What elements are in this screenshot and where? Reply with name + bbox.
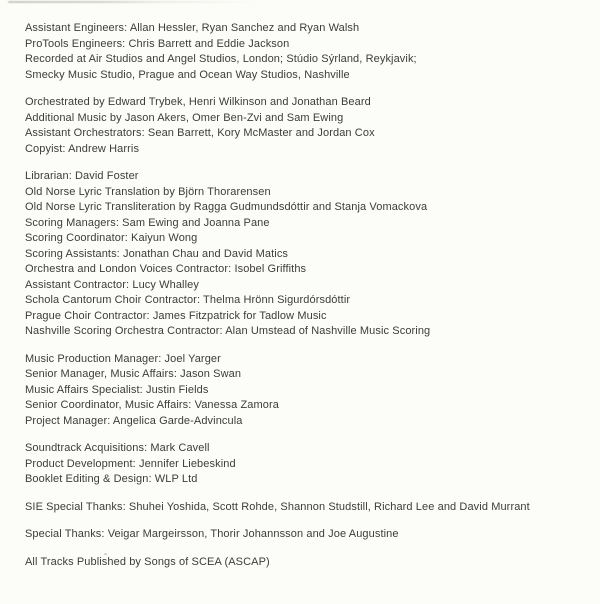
credits-paragraph-scoring-contractors — [25, 169, 588, 340]
credits-paragraph-orchestration — [25, 95, 588, 157]
credit-line-product-development: Product Development: Jennifer Liebeskind — [25, 457, 236, 470]
credits-paragraph-recording-engineering — [25, 21, 588, 83]
credit-line-recorded-at: Recorded at Air Studios and Angel Studios, London; Stúdio Sýrland, Reykjavik; — [25, 53, 417, 65]
credits-paragraph-sie-special-thanks — [25, 500, 588, 516]
credit-line-scoring-managers: Scoring Managers: Sam Ewing and Joanna Pane — [25, 216, 270, 229]
credit-line-norse-translation: Old Norse Lyric Translation by Björn Thorarensen — [25, 185, 271, 198]
credit-line-sie-special-thanks: SIE Special Thanks: Shuhei Yoshida, Scott Rohde, Shannon Studstill, Richard Lee and David Murrant — [25, 500, 530, 513]
credit-line-assistant-contractor: Assistant Contractor: Lucy Whalley — [25, 278, 199, 291]
credit-line-norse-transliteration: Old Norse Lyric Transliteration by Ragga Gudmundsdóttir and Stanja Vomackova — [25, 201, 428, 213]
credit-line-music-production-manager: Music Production Manager: Joel Yarger — [25, 352, 221, 365]
credits-paragraph-product — [25, 441, 588, 488]
credit-line-additional-music: Additional Music by Jason Akers, Omer Ben-Zvi and Sam Ewing — [25, 111, 344, 124]
credit-line-publishing: All Tracks Published by Songs of SCEA (ASCAP) — [25, 555, 270, 568]
credit-line-project-manager: Project Manager: Angelica Garde-Advincula — [25, 414, 243, 427]
credit-line-assistant-engineers: Assistant Engineers: Allan Hessler, Ryan Sanchez and Ryan Walsh — [25, 22, 360, 34]
credits-paragraph-special-thanks — [25, 527, 588, 543]
credits-paragraph-publishing — [25, 555, 588, 571]
credit-line-london-voices-contractor: Orchestra and London Voices Contractor: Isobel Griffiths — [25, 263, 307, 275]
credit-line-booklet-editing: Booklet Editing & Design: WLP Ltd — [25, 473, 198, 485]
credit-line-nashville-contractor: Nashville Scoring Orchestra Contractor: Alan Umstead of Nashville Music Scoring — [25, 325, 431, 337]
credit-line-protools-engineers: ProTools Engineers: Chris Barrett and Eddie Jackson — [25, 37, 290, 50]
credit-line-librarian: Librarian: David Foster — [25, 170, 139, 182]
credit-line-scoring-assistants: Scoring Assistants: Jonathan Chau and David Matics — [25, 247, 289, 260]
credit-line-copyist: Copyist: Andrew Harris — [25, 142, 140, 155]
credit-line-scoring-coordinator: Scoring Coordinator: Kaiyun Wong — [25, 232, 198, 244]
credit-line-special-thanks: Special Thanks: Veigar Margeirsson, Thorir Johannsson and Joe Augustine — [25, 528, 399, 540]
scan-artifact-line — [8, 1, 258, 3]
credit-line-schola-cantorum-contractor: Schola Cantorum Choir Contractor: Thelma Hrönn Sigurdórsdóttir — [25, 294, 351, 306]
credits-paragraph-music-affairs — [25, 352, 588, 430]
credit-line-prague-choir-contractor: Prague Choir Contractor: James Fitzpatrick for Tadlow Music — [25, 309, 327, 322]
credit-line-assistant-orchestrators: Assistant Orchestrators: Sean Barrett, Kory McMaster and Jordan Cox — [25, 127, 375, 139]
credit-line-senior-manager: Senior Manager, Music Affairs: Jason Swan — [25, 368, 242, 380]
credit-line-orchestrated-by: Orchestrated by Edward Trybek, Henri Wilkinson and Jonathan Beard — [25, 96, 371, 108]
credit-line-music-affairs-specialist: Music Affairs Specialist: Justin Fields — [25, 383, 209, 396]
credit-line-recorded-at-cont: Smecky Music Studio, Prague and Ocean Way Studios, Nashville — [25, 68, 350, 81]
credits-text-block — [25, 21, 588, 582]
credit-line-senior-coordinator: Senior Coordinator, Music Affairs: Vanessa Zamora — [25, 399, 279, 411]
credit-line-soundtrack-acquisitions: Soundtrack Acquisitions: Mark Cavell — [25, 442, 210, 454]
